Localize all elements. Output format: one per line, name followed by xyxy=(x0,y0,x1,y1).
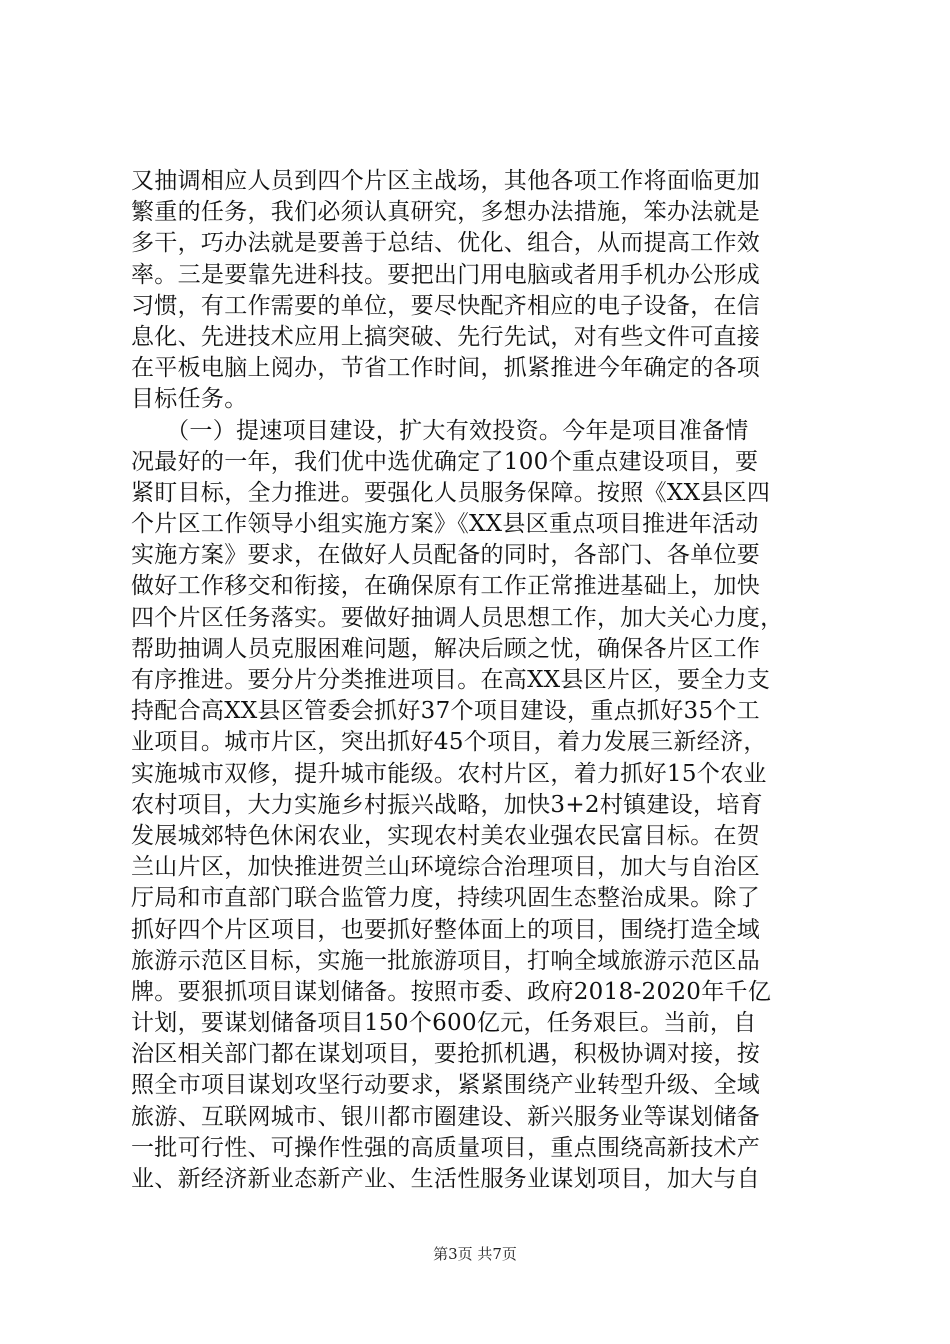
text-line: 业项目。城市片区，突出抓好45个项目，着力发展三新经济， xyxy=(131,729,767,756)
text-line: 目标任务。 xyxy=(131,386,248,413)
text-line: 牌。要狠抓项目谋划储备。按照市委、政府2018-2020年千亿 xyxy=(131,978,772,1005)
text-line: 治区相关部门都在谋划项目，要抢抓机遇，积极协调对接，按 xyxy=(131,1041,761,1068)
text-line: 实施城市双修，提升城市能级。农村片区，着力抓好15个农业 xyxy=(131,760,767,787)
text-line: 紧盯目标，全力推进。要强化人员服务保障。按照《XX县区四 xyxy=(131,479,771,506)
text-line: 旅游、互联网城市、银川都市圈建设、新兴服务业等谋划储备 xyxy=(131,1103,761,1130)
text-line: 厅局和市直部门联合监管力度，持续巩固生态整治成果。除了 xyxy=(131,885,761,912)
page-footer: 第3页 共7页 xyxy=(433,1245,517,1263)
text-line: 又抽调相应人员到四个片区主战场，其他各项工作将面临更加 xyxy=(131,168,761,194)
text-line: 抓好四个片区项目，也要抓好整体面上的项目，围绕打造全域 xyxy=(131,916,761,943)
text-line: 做好工作移交和衔接，在确保原有工作正常推进基础上，加快 xyxy=(131,573,761,600)
text-line: 四个片区任务落实。要做好抽调人员思想工作，加大关心力度， xyxy=(131,604,784,631)
text-line: 率。三是要靠先进科技。要把出门用电脑或者用手机办公形成 xyxy=(131,261,761,288)
text-line: 多干，巧办法就是要善于总结、优化、组合，从而提高工作效 xyxy=(131,230,761,257)
text-line: 息化、先进技术应用上搞突破、先行先试，对有些文件可直接 xyxy=(131,323,761,350)
text-line: 帮助抽调人员克服困难问题，解决后顾之忧，确保各片区工作 xyxy=(131,635,761,662)
text-line: 发展城郊特色休闲农业，实现农村美农业强农民富目标。在贺 xyxy=(131,822,761,849)
text-line: 繁重的任务，我们必须认真研究，多想办法措施，笨办法就是 xyxy=(131,199,761,226)
text-line: 兰山片区，加快推进贺兰山环境综合治理项目，加大与自治区 xyxy=(131,854,761,881)
text-line: 有序推进。要分片分类推进项目。在高XX县区片区，要全力支 xyxy=(131,667,771,693)
text-line: 照全市项目谋划攻坚行动要求，紧紧围绕产业转型升级、全域 xyxy=(131,1072,761,1099)
text-line: 农村项目，大力实施乡村振兴战略，加快3+2村镇建设，培育 xyxy=(131,791,763,818)
text-line: 业、新经济新业态新产业、生活性服务业谋划项目，加大与自 xyxy=(131,1166,761,1192)
text-line: 个片区工作领导小组实施方案》《XX县区重点项目推进年活动 xyxy=(131,511,759,538)
text-line: 实施方案》要求，在做好人员配备的同时，各部门、各单位要 xyxy=(131,542,761,569)
text-line: 旅游示范区目标，实施一批旅游项目，打响全域旅游示范区品 xyxy=(131,947,761,974)
text-line: 持配合高XX县区管委会抓好37个项目建设，重点抓好35个工 xyxy=(131,698,760,725)
text-line: （一）提速项目建设，扩大有效投资。今年是项目准备情 xyxy=(131,417,749,444)
text-line: 习惯，有工作需要的单位，要尽快配齐相应的电子设备，在信 xyxy=(131,292,761,319)
body-text xyxy=(131,166,831,1195)
text-line: 计划，要谋划储备项目150个600亿元，任务艰巨。当前，自 xyxy=(131,1010,757,1037)
text-line: 况最好的一年，我们优中选优确定了100个重点建设项目，要 xyxy=(131,448,759,475)
text-line: 一批可行性、可操作性强的高质量项目，重点围绕高新技术产 xyxy=(131,1134,761,1161)
text-line: 在平板电脑上阅办，节省工作时间，抓紧推进今年确定的各项 xyxy=(131,355,761,382)
